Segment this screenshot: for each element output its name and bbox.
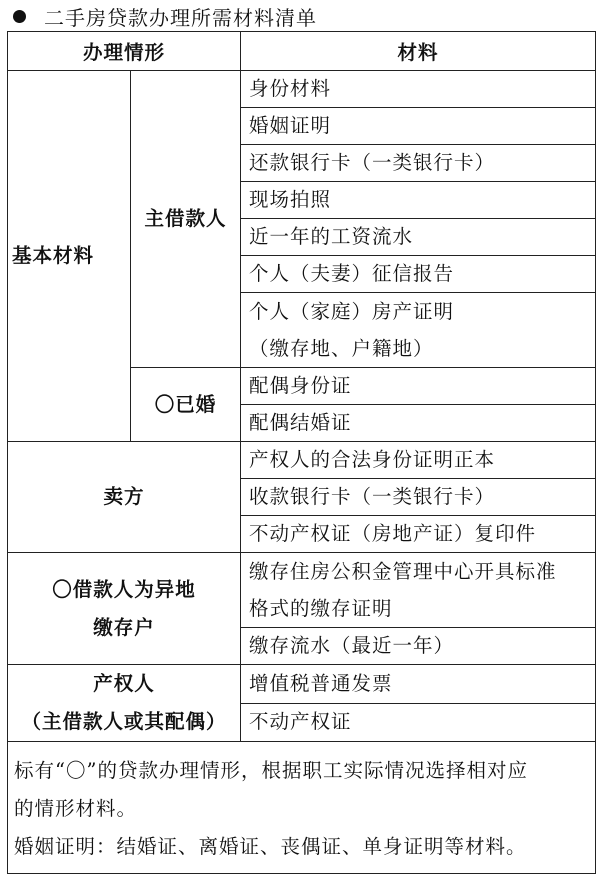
category-line: 缴存户 bbox=[93, 615, 155, 639]
category-line: （主借款人或其配偶） bbox=[21, 710, 227, 733]
notes-row bbox=[8, 742, 596, 874]
material-item: 配偶结婚证 bbox=[241, 405, 596, 442]
note-line: 标有“〇”的贷款办理情形，根据职工实际情况选择相对应 bbox=[14, 758, 528, 782]
material-item: 个人（夫妻）征信报告 bbox=[241, 256, 596, 293]
bullet-icon bbox=[13, 10, 26, 23]
category-basic: 基本材料 bbox=[8, 71, 131, 442]
material-item: 不动产权证（房地产证）复印件 bbox=[241, 516, 596, 553]
category-line: 〇借款人为异地 bbox=[52, 577, 196, 601]
document-title-row bbox=[8, 0, 317, 32]
header-situation: 办理情形 bbox=[8, 32, 241, 71]
material-item: 婚姻证明 bbox=[241, 108, 596, 145]
material-item bbox=[241, 553, 596, 628]
material-line: （缴存地、户籍地） bbox=[249, 337, 434, 360]
materials-table bbox=[7, 31, 596, 874]
document-title: 二手房贷款办理所需材料清单 bbox=[44, 5, 317, 30]
table-row bbox=[8, 71, 596, 108]
material-item: 配偶身份证 bbox=[241, 368, 596, 405]
subcategory-main-borrower: 主借款人 bbox=[131, 71, 241, 368]
material-line: 缴存住房公积金管理中心开具标准 bbox=[249, 560, 557, 583]
category-property-owner bbox=[8, 665, 241, 742]
table-row bbox=[8, 665, 596, 704]
table-header-row bbox=[8, 32, 596, 71]
category-remote-depositor bbox=[8, 553, 241, 665]
note-line: 婚姻证明：结婚证、离婚证、丧偶证、单身证明等材料。 bbox=[14, 834, 527, 858]
table-row bbox=[8, 553, 596, 628]
material-item: 现场拍照 bbox=[241, 182, 596, 219]
material-item: 产权人的合法身份证明正本 bbox=[241, 442, 596, 479]
material-line: 个人（家庭）房产证明 bbox=[249, 300, 455, 323]
material-item: 近一年的工资流水 bbox=[241, 219, 596, 256]
material-item: 身份材料 bbox=[241, 71, 596, 108]
subcategory-married: 〇已婚 bbox=[131, 368, 241, 442]
category-line: 产权人 bbox=[93, 672, 155, 695]
material-item: 收款银行卡（一类银行卡） bbox=[241, 479, 596, 516]
material-item: 还款银行卡（一类银行卡） bbox=[241, 145, 596, 182]
header-materials: 材料 bbox=[241, 32, 596, 71]
notes-cell bbox=[8, 742, 596, 874]
table-row bbox=[8, 442, 596, 479]
category-seller: 卖方 bbox=[8, 442, 241, 553]
material-item: 不动产权证 bbox=[241, 703, 596, 742]
material-item: 增值税普通发票 bbox=[241, 665, 596, 704]
material-item bbox=[241, 293, 596, 368]
material-line: 格式的缴存证明 bbox=[249, 597, 393, 620]
material-item: 缴存流水（最近一年） bbox=[241, 628, 596, 665]
note-line: 的情形材料。 bbox=[14, 796, 138, 820]
